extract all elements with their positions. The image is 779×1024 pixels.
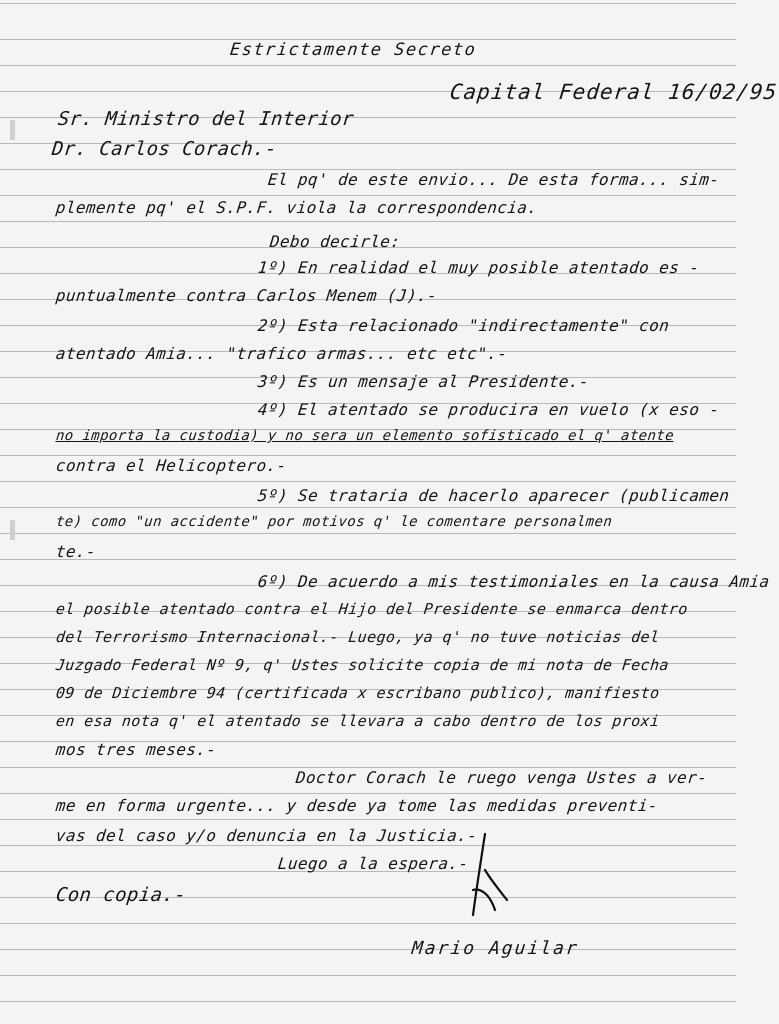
letter-line: 2º) Esta relacionado "indirectamente" con bbox=[257, 316, 671, 335]
letter-line: te.- bbox=[55, 542, 98, 561]
letter-line: 1º) En realidad el muy posible atentado es - bbox=[257, 258, 701, 277]
letter-line: del Terrorismo Internacional.- Luego, ya q' no tuve noticias del bbox=[55, 628, 661, 646]
letter-line: El pq' de este envio... De esta forma... sim- bbox=[267, 170, 721, 189]
punch-mark bbox=[10, 520, 15, 540]
letter-line: 3º) Es un mensaje al Presidente.- bbox=[257, 372, 591, 391]
header-title: Estrictamente Secreto bbox=[228, 40, 478, 60]
letter-line: mos tres meses.- bbox=[55, 740, 218, 759]
punch-mark bbox=[10, 120, 15, 140]
handwritten-signature bbox=[455, 830, 515, 920]
letter-line: Luego a la espera.- bbox=[277, 854, 470, 873]
letter-line: en esa nota q' el atentado se llevara a cabo dentro de los proxi bbox=[55, 712, 661, 730]
letter-line: atentado Amia... "trafico armas... etc etc".- bbox=[55, 344, 509, 363]
letter-line: Juzgado Federal Nº 9, q' Ustes solicite copia de mi nota de Fecha bbox=[55, 656, 670, 674]
letter-line: te) como "un accidente" por motivos q' le comentare personalmen bbox=[55, 514, 614, 530]
addressee-minister: Sr. Ministro del Interior bbox=[56, 108, 356, 130]
copy-note: Con copia.- bbox=[54, 884, 188, 906]
letter-line: el posible atentado contra el Hijo del Presidente se enmarca dentro bbox=[55, 600, 689, 618]
letter-line: Doctor Corach le ruego venga Ustes a ver- bbox=[295, 768, 709, 787]
letter-line: 5º) Se trataria de hacerlo aparecer (publicamen bbox=[257, 486, 731, 505]
letter-line: 09 de Diciembre 94 (certificada x escribano publico), manifiesto bbox=[55, 684, 661, 702]
place-date: Capital Federal 16/02/95 bbox=[448, 80, 779, 104]
addressee-name: Dr. Carlos Corach.- bbox=[50, 138, 279, 160]
letter-line: me en forma urgente... y desde ya tome las medidas preventi- bbox=[55, 796, 659, 815]
signature-name: Mario Aguilar bbox=[410, 938, 580, 959]
letter-line: no importa la custodia) y no sera un elemento sofisticado el q' atente bbox=[55, 428, 675, 444]
letter-line: 6º) De acuerdo a mis testimoniales en la causa Amia bbox=[257, 572, 771, 591]
letter-line: Debo decirle: bbox=[269, 232, 402, 251]
letter-line: contra el Helicoptero.- bbox=[55, 456, 288, 475]
letter-line: vas del caso y/o denuncia en la Justicia.- bbox=[55, 826, 479, 845]
letter-line: 4º) El atentado se producira en vuelo (x eso - bbox=[257, 400, 721, 419]
letter-line: puntualmente contra Carlos Menem (J).- bbox=[55, 286, 439, 305]
letter-line: plemente pq' el S.P.F. viola la correspondencia. bbox=[55, 198, 539, 217]
